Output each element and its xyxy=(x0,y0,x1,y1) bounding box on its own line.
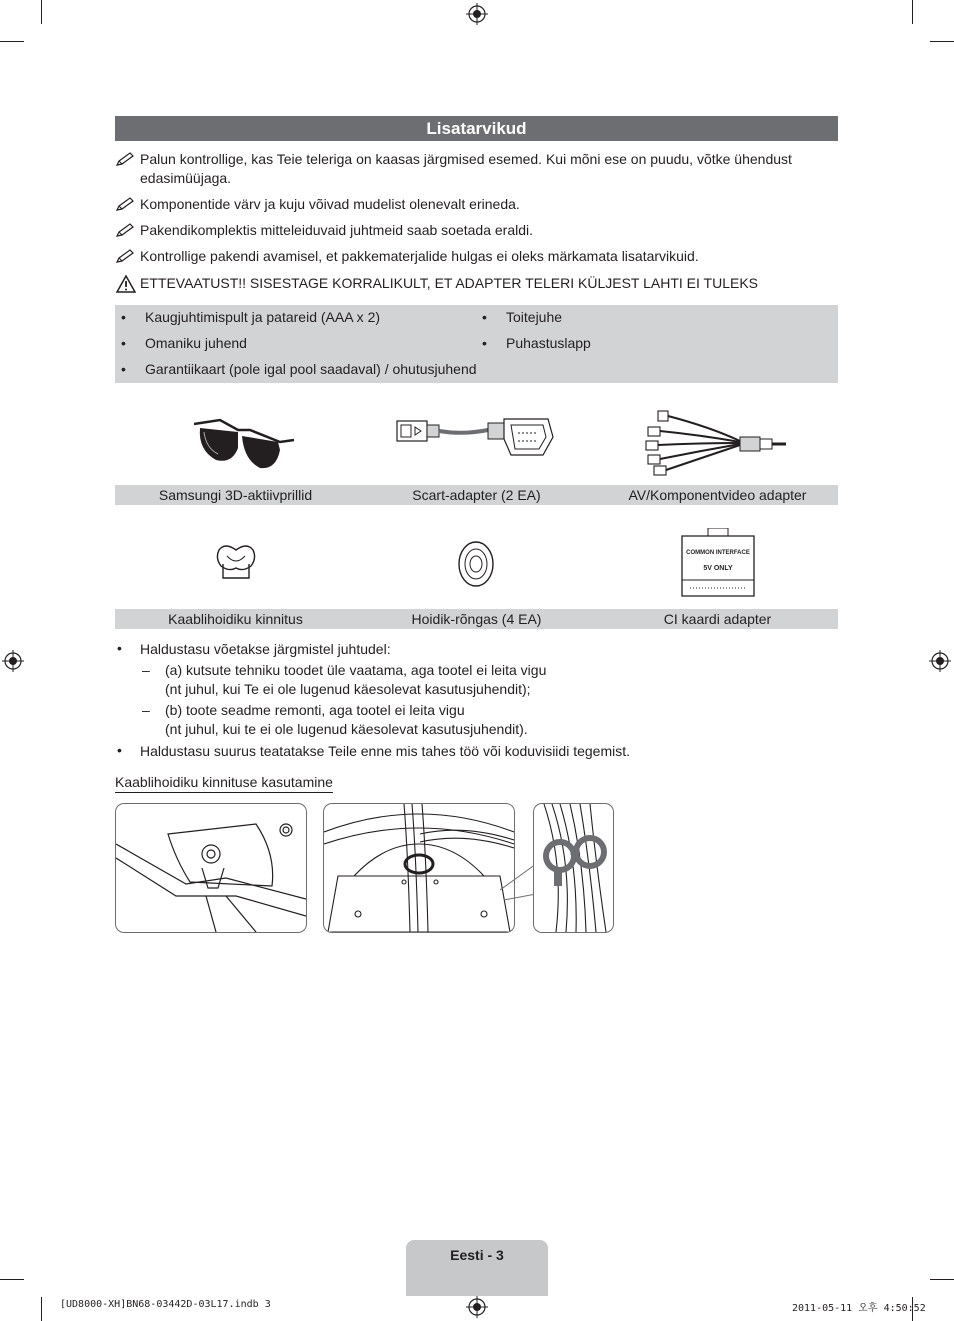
scart-adapter-icon xyxy=(393,413,558,463)
bullet: • xyxy=(117,742,122,758)
dash: – xyxy=(142,702,150,718)
footer-file-info: [UD8000-XH]BN68-03442D-03L17.indb 3 xyxy=(60,1299,271,1310)
ci-card-label: COMMON INTERFACE xyxy=(686,550,750,556)
crop-mark xyxy=(912,0,913,24)
ci-card-adapter-icon xyxy=(680,528,756,598)
holder-detail-illustration-icon xyxy=(534,804,613,932)
note-text: Komponentide värv ja kuju võivad mudelist olenevalt erineda. xyxy=(140,196,520,212)
pencil-note-icon xyxy=(115,151,137,167)
service-intro: Haldustasu võetakse järgmistel juhtudel: xyxy=(140,641,391,657)
caption-bar xyxy=(115,609,838,629)
registration-mark-icon xyxy=(2,650,24,672)
bullet: • xyxy=(482,335,487,351)
accessory-caption: CI kaardi adapter xyxy=(663,611,772,627)
page-number-tab xyxy=(406,1240,548,1296)
accessory-caption: Samsungi 3D-aktiivprillid xyxy=(158,487,313,503)
holder-ring-icon xyxy=(455,540,497,588)
cable-holder-icon xyxy=(213,540,259,586)
footer-timestamp: 2011-05-11 오후 4:50:52 xyxy=(792,1303,926,1314)
accessory-item: Kaugjuhtimispult ja patareid (AAA x 2) xyxy=(145,309,381,325)
crop-mark xyxy=(0,1279,24,1280)
warning-text: ETTEVAATUST!! SISESTAGE KORRALIKULT, ET ADAPTER TELERI KÜLJEST LAHTI EI TULEKS xyxy=(140,275,758,291)
warning-triangle-icon xyxy=(116,275,136,293)
ci-card-adapter xyxy=(680,528,756,598)
caption-bar xyxy=(115,485,838,505)
service-case-a-note: (nt juhul, kui Te ei ole lugenud käesolevat kasutusjuhendit); xyxy=(165,681,531,697)
accessory-caption: Kaablihoidiku kinnitus xyxy=(168,611,303,627)
section-title: Lisatarvikud xyxy=(115,116,838,141)
ci-card-voltage: 5V ONLY xyxy=(703,565,733,572)
crop-mark xyxy=(930,41,954,42)
stand-mount-illustration-icon xyxy=(116,804,306,932)
note-text: Pakendikomplektis mitteleiduvaid juhtmeid saab soetada eraldi. xyxy=(140,222,533,238)
dash: – xyxy=(142,662,150,678)
accessory-item: Toitejuhe xyxy=(506,309,563,325)
cable-routing-illustration-icon xyxy=(324,804,514,932)
crop-mark xyxy=(930,1279,954,1280)
illustration-stand-mount xyxy=(115,803,307,933)
accessory-caption: AV/Komponentvideo adapter xyxy=(628,487,807,503)
bullet: • xyxy=(121,361,126,377)
pencil-note-icon xyxy=(115,196,137,212)
accessory-caption: Hoidik-rõngas (4 EA) xyxy=(411,611,542,627)
service-case-b: (b) toote seadme remonti, aga tootel ei leita vigu xyxy=(165,702,465,718)
pencil-note-icon xyxy=(115,222,137,238)
note-text: Kontrollige pakendi avamisel, et pakkematerjalide hulgas ei oleks märkamata lisatarvikuid. xyxy=(140,248,699,264)
crop-mark xyxy=(0,41,24,42)
accessory-list xyxy=(115,305,838,383)
illustration-holder-detail xyxy=(533,803,614,933)
note-text: Palun kontrollige, kas Teie teleriga on kaasas järgmised esemed. Kui mõni ese on puudu, võtke ühendust edasimüüjaga. xyxy=(140,151,792,186)
bullet: • xyxy=(117,640,122,656)
accessory-caption: Scart-adapter (2 EA) xyxy=(412,487,541,503)
bullet: • xyxy=(121,335,126,351)
av-component-adapter-icon xyxy=(640,405,790,477)
service-case-b-note: (nt juhul, kui te ei ole lugenud käesolevat kasutusjuhendit). xyxy=(165,721,528,737)
registration-mark-icon xyxy=(929,650,951,672)
accessory-item: Omaniku juhend xyxy=(145,335,247,351)
crop-mark xyxy=(41,1297,42,1321)
accessory-item: Puhastuslapp xyxy=(506,335,591,351)
registration-mark-icon xyxy=(466,3,488,25)
bullet: • xyxy=(121,309,126,325)
3d-glasses-icon xyxy=(190,410,300,472)
crop-mark xyxy=(41,0,42,24)
page-number: Eesti - 3 xyxy=(450,1247,504,1263)
cable-holder-heading: Kaablihoidiku kinnituse kasutamine xyxy=(115,774,333,793)
registration-mark-icon xyxy=(466,1296,488,1318)
pencil-note-icon xyxy=(115,248,137,264)
bullet: • xyxy=(482,309,487,325)
service-notice: Haldustasu suurus teatatakse Teile enne mis tahes töö või koduvisiidi tegemist. xyxy=(140,743,631,759)
illustration-cable-routing xyxy=(323,803,515,933)
service-case-a: (a) kutsute tehniku toodet üle vaatama, aga tootel ei leita vigu xyxy=(165,662,547,678)
accessory-item: Garantiikaart (pole igal pool saadaval) / ohutusjuhend xyxy=(145,361,477,377)
